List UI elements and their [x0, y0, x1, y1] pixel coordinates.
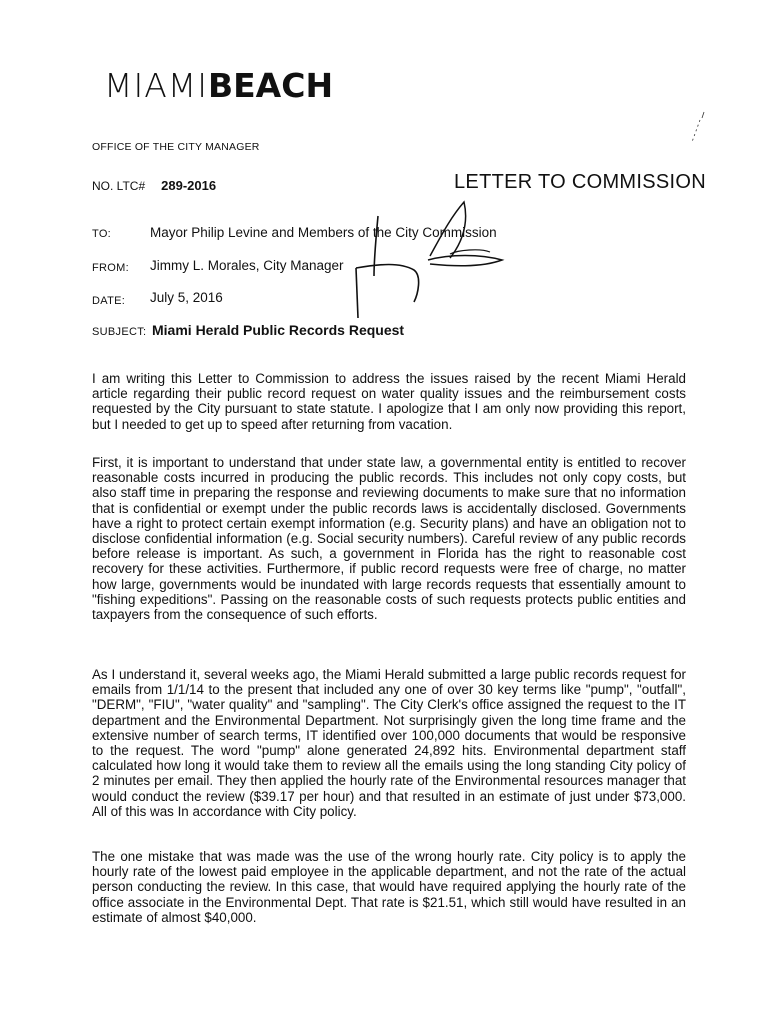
- paragraph-1: I am writing this Letter to Commission to address the issues raised by the recent Miami Herald article regarding their public record request on water quality issues and the reimbursement costs requested by the City pursuant to state statute. I apologize that I am only now providing this report, but I needed to get up to speed after returning from vacation.: [92, 371, 686, 432]
- margin-marks: [676, 110, 716, 170]
- subject-label: SUBJECT:: [92, 326, 147, 338]
- logo-beach: BEACH: [207, 66, 334, 105]
- ltc-number-line: [92, 178, 216, 193]
- date-value: July 5, 2016: [150, 290, 223, 305]
- to-value: Mayor Philip Levine and Members of the City Commission: [150, 225, 497, 240]
- paragraph-4: The one mistake that was made was the use of the wrong hourly rate. City policy is to apply the hourly rate of the lowest paid employee in the applicable department, and not the rate of the actual person conducting the review. In this case, that would have required applying the hourly rate of the office associate in the Environmental Dept. That rate is $21.51, which still would have resulted in an estimate of almost $40,000.: [92, 849, 686, 925]
- date-label: DATE:: [92, 295, 126, 307]
- logo-miami: MIAMI: [104, 66, 208, 105]
- from-label: FROM:: [92, 262, 129, 274]
- to-label: TO:: [92, 228, 112, 240]
- paragraph-3: As I understand it, several weeks ago, the Miami Herald submitted a large public records request for emails from 1/1/14 to the present that included any one of over 30 key terms like "pump", "outfall", "DERM", "FIU", "water quality" and "sampling". The City Clerk's office assigned the request to the IT department and the Environmental Department. Not surprisingly given the long time frame and the extensive number of search terms, IT identified over 100,000 documents that would be responsive to the request. The word "pump" alone generated 24,892 hits. Environmental department staff calculated how long it would take them to review all the emails using the long standing City policy of 2 minutes per email. They then applied the hourly rate of the Environmental resources manager that would conduct the review ($39.17 per hour) and that resulted in an estimate of just under $73,000. All of this was In accordance with City policy.: [92, 667, 686, 819]
- subject-value: Miami Herald Public Records Request: [152, 322, 405, 338]
- ltc-label: NO. LTC#: [92, 179, 146, 193]
- city-logo: [104, 66, 333, 105]
- letter-title: LETTER TO COMMISSION: [454, 171, 706, 193]
- from-value: Jimmy L. Morales, City Manager: [150, 258, 344, 273]
- paragraph-2: First, it is important to understand that under state law, a governmental entity is entitled to recover reasonable costs incurred in producing the public records. This includes not only copy costs, but also staff time in preparing the response and reviewing documents to make sure that no information that is confidential or exempt under the public records laws is accidentally disclosed. Governments have a right to protect certain exempt information (e.g. Security plans) and have an obligation not to disclose confidential information (e.g. Social security numbers). Careful review of any public records before release is important. As such, a government in Florida has the right to reasonable cost recovery for these activities. Furthermore, if public record requests were free of charge, no matter how large, governments would be inundated with large records requests that essentially amount to "fishing expeditions". Passing on the reasonable costs of such requests protects public entities and taxpayers from the consequence of such efforts.: [92, 455, 686, 623]
- ltc-number: 289-2016: [161, 178, 217, 193]
- office-heading: OFFICE OF THE CITY MANAGER: [92, 141, 260, 153]
